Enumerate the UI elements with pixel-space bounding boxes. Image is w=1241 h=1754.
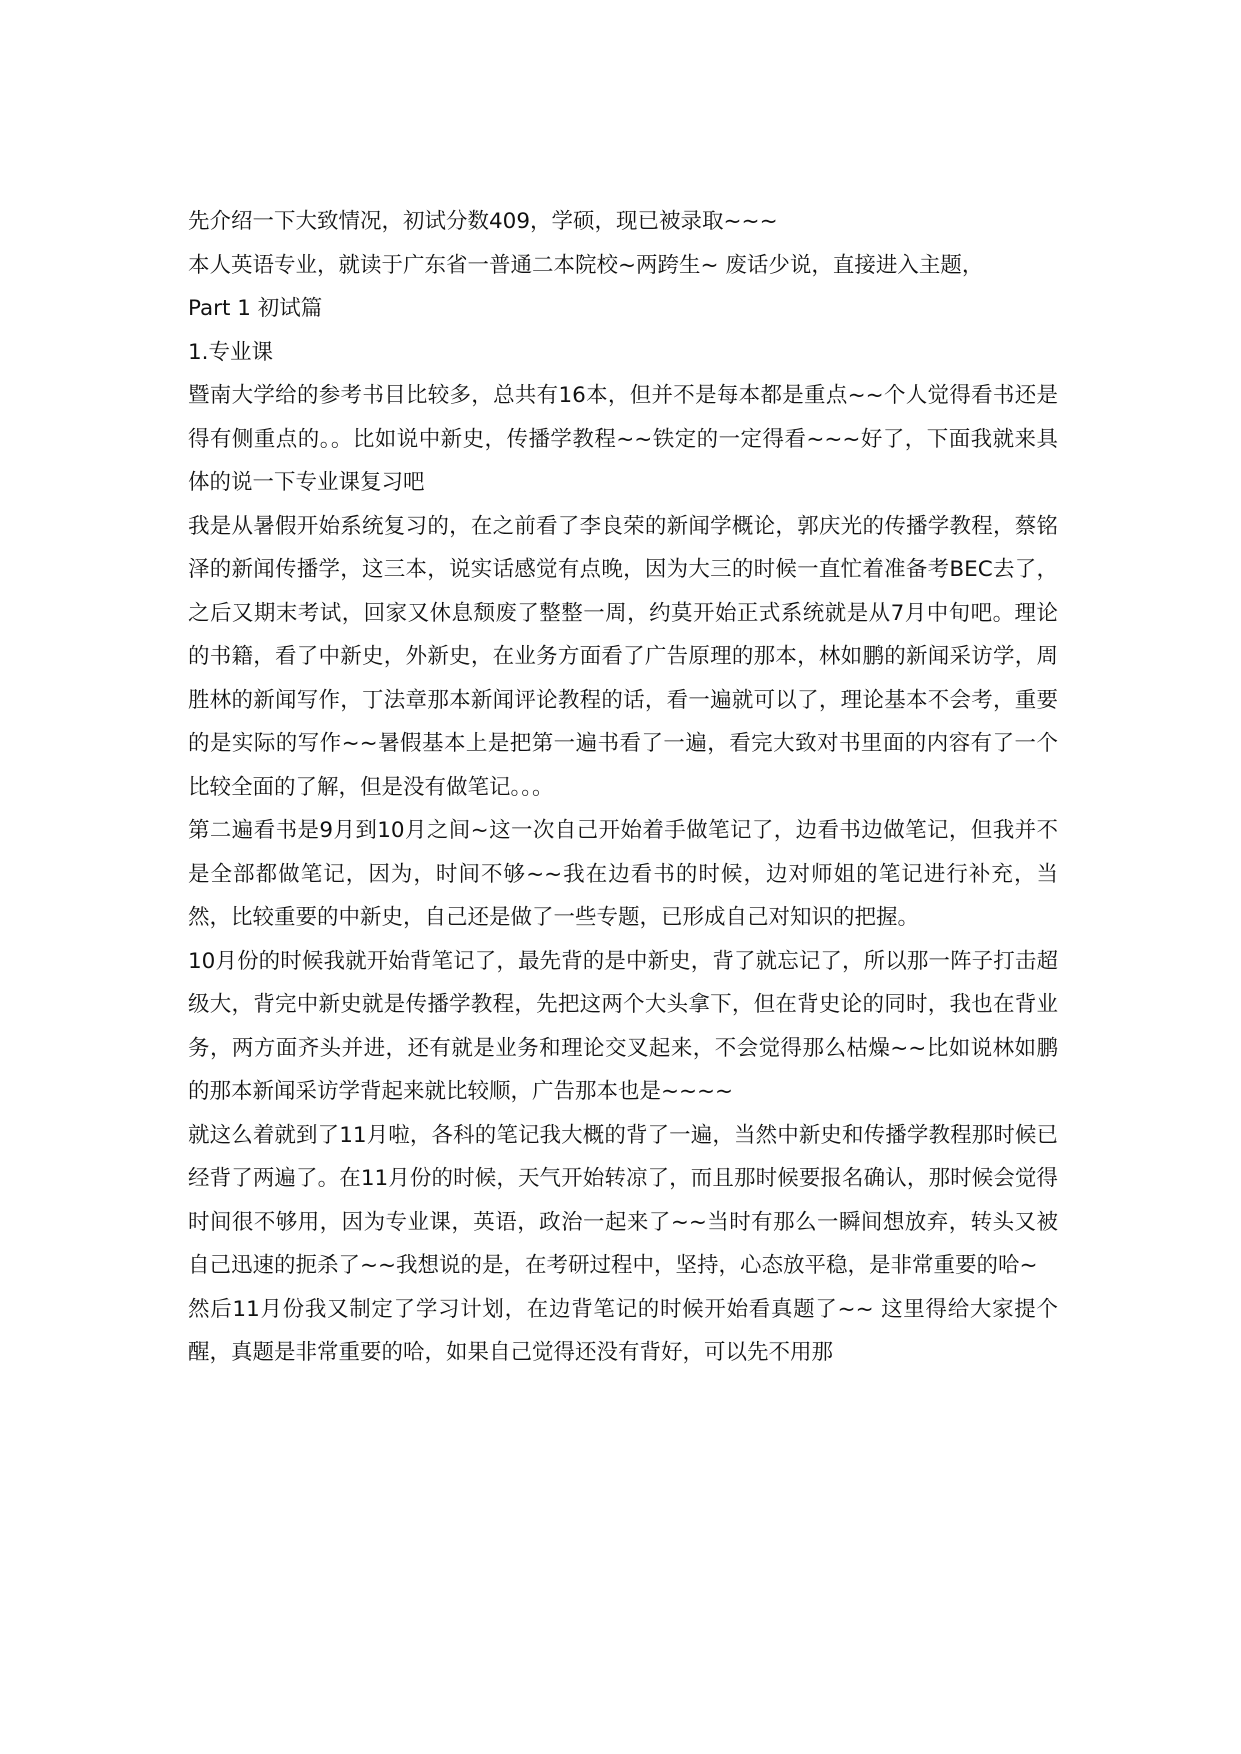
paragraph-second-reading: 第二遍看书是9月到10月之间~这一次自己开始着手做笔记了，边看书边做笔记，但我并不是全部都做笔记，因为，时间不够~~我在边看书的时候，边对师姐的笔记进行补充，当然，比较重要的中新史，自己还是做了一些专题，已形成自己对知识的把握。 <box>188 818 1058 930</box>
paragraph-background: 本人英语专业，就读于广东省一普通二本院校~两跨生~ 废话少说，直接进入主题， <box>188 252 984 278</box>
paragraph-intro: 先介绍一下大致情况，初试分数409，学硕，现已被录取~~~ <box>188 209 778 234</box>
paragraph-study-plan: 然后11月份我又制定了学习计划，在边背笔记的时候开始看真题了~~ 这里得给大家提个醒，真题是非常重要的哈，如果自己觉得还没有背好，可以先不用那 <box>188 1296 1058 1365</box>
paragraph-summer-review: 我是从暑假开始系统复习的，在之前看了李良荣的新闻学概论，郭庆光的传播学教程，蔡铭泽的新闻传播学，这三本，说实话感觉有点晚，因为大三的时候一直忙着准备考BEC去了，之后又期末考试，回家又休息颓废了整整一周，约莫开始正式系统就是从7月中旬吧。理论的书籍，看了中新史，外新史，在业务方面看了广告原理的那本，林如鹏的新闻采访学，周胜林的新闻写作，丁法章那本新闻评论教程的话，看一遍就可以了，理论基本不会考，重要的是实际的写作~~暑假基本上是把第一遍书看了一遍，看完大致对书里面的内容有了一个比较全面的了解，但是没有做笔记。。。 <box>188 513 1058 800</box>
paragraph-reference-books: 暨南大学给的参考书目比较多，总共有16本，但并不是每本都是重点~~个人觉得看书还是得有侧重点的。。比如说中新史，传播学教程~~铁定的一定得看~~~好了，下面我就来具体的说一下专业课复习吧 <box>188 383 1058 495</box>
paragraph-november: 就这么着就到了11月啦，各科的笔记我大概的背了一遍，当然中新史和传播学教程那时候已经背了两遍了。在11月份的时候，天气开始转凉了，而且那时候要报名确认，那时候会觉得时间很不够用，因为专业课，英语，政治一起来了~~当时有那么一瞬间想放弃，转头又被自己迅速的扼杀了~~我想说的是，在考研过程中，坚持，心态放平稳，是非常重要的哈~ <box>188 1122 1058 1278</box>
paragraph-october-notes: 10月份的时候我就开始背笔记了，最先背的是中新史，背了就忘记了，所以那一阵子打击超级大，背完中新史就是传播学教程，先把这两个大头拿下，但在背史论的同时，我也在背业务，两方面齐头并进，还有就是业务和理论交叉起来，不会觉得那么枯燥~~比如说林如鹏的那本新闻采访学背起来就比较顺，广告那本也是~~~~ <box>188 948 1058 1104</box>
section-heading-part1: Part 1 初试篇 <box>188 296 323 321</box>
document-body <box>188 200 1058 1375</box>
subsection-heading-major-course: 1.专业课 <box>188 339 274 365</box>
